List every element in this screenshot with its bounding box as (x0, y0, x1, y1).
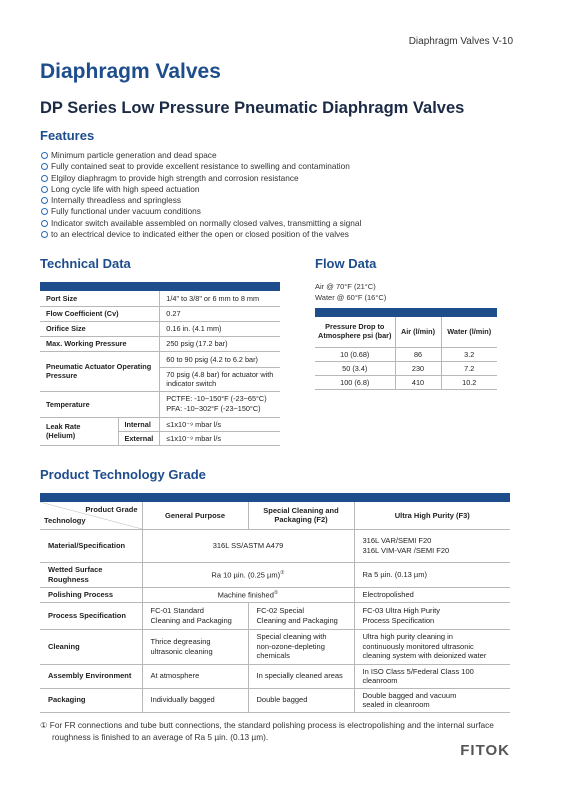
table-row: Orifice Size 0.16 in. (4.1 mm) (40, 321, 280, 336)
bullet-icon (40, 173, 51, 184)
feature-item: Minimum particle generation and dead space (40, 150, 540, 161)
bullet-icon (40, 195, 51, 206)
bullet-icon (40, 161, 51, 172)
features-list (40, 150, 540, 240)
flow-table (315, 317, 497, 390)
table-row: Polishing Process Machine finished① Electropolished (40, 587, 510, 602)
page-subtitle: DP Series Low Pressure Pneumatic Diaphragm Valves (40, 99, 465, 117)
bullet-icon (40, 218, 51, 229)
bullet-icon (40, 184, 51, 195)
grade-table (40, 502, 510, 713)
table-row: Cleaning Thrice degreasing ultrasonic cleaning Special cleaning with non-ozone-depleting chemicals Ultra high purity cleaning in continuously monitored ultrasonic cleaning system with deionized water (40, 629, 510, 664)
table-row: Max. Working Pressure 250 psig (17.2 bar) (40, 336, 280, 351)
grade-heading: Product Technology Grade (40, 467, 206, 482)
table-row: Flow Coefficient (Cv) 0.27 (40, 306, 280, 321)
feature-item-continued: to an electrical device to indicated either the open or closed position of the valves (40, 229, 540, 240)
corner-cell: Product Grade Technology (40, 502, 142, 529)
page-title: Diaphragm Valves (40, 60, 221, 83)
fitok-logo: FITOK (460, 742, 510, 759)
table-row: Packaging Individually bagged Double bagged Double bagged and vacuum sealed in cleanroom (40, 688, 510, 712)
table-row: Process Specification FC-01 Standard Cleaning and Packaging FC-02 Special Cleaning and Packaging FC-03 Ultra High Purity Process Specification (40, 602, 510, 629)
table-row: External ≤1x10⁻⁹ mbar l/s (40, 431, 280, 445)
table-row: Wetted Surface Roughness Ra 10 µin. (0.25 µm)① Ra 5 µin. (0.13 µm) (40, 562, 510, 587)
table-header-row: Pressure Drop to Atmosphere psi (bar) Air (l/min) Water (l/min) (315, 317, 497, 347)
page-header: Diaphragm Valves V-10 (408, 36, 513, 47)
bullet-icon (40, 150, 51, 161)
feature-item: Internally threadless and springless (40, 195, 540, 206)
table-row: Material/Specification 316L SS/ASTM A479 316L VAR/SEMI F20 316L VIM-VAR /SEMI F20 (40, 529, 510, 562)
feature-item: Fully functional under vacuum conditions (40, 206, 540, 217)
feature-item: Elgiloy diaphragm to provide high strength and corrosion resistance (40, 173, 540, 184)
table-row: Temperature PCTFE: -10~150°F (-23~65°C) PFA: -10~302°F (-23~150°C) (40, 391, 280, 417)
table-row: 70 psig (4.8 bar) for actuator with indicator switch (40, 367, 280, 391)
technical-table (40, 291, 280, 446)
flow-table-bar (315, 308, 497, 317)
flow-conditions: Air @ 70°F (21°C) Water @ 60°F (16°C) (315, 282, 387, 302)
footnote: ① For FR connections and tube butt connections, the standard polishing process is electropolishing and the internal surface roughness is finished to an average of Ra 5 µin. (0.13 µm). (40, 720, 494, 742)
features-heading: Features (40, 128, 95, 143)
feature-item: Long cycle life with high speed actuation (40, 184, 540, 195)
technical-table-bar (40, 282, 280, 291)
table-row: Port Size 1/4" to 3/8" or 6 mm to 8 mm (40, 291, 280, 306)
feature-item: Indicator switch available assembled on normally closed valves, transmitting a signal (40, 218, 540, 229)
table-row: 10 (0.68) 86 3.2 (315, 347, 497, 361)
table-row: Assembly Environment At atmosphere In specially cleaned areas In ISO Class 5/Federal Class 100 cleanroom (40, 664, 510, 688)
bullet-icon (40, 206, 51, 217)
footnote-mark: ① (40, 720, 48, 730)
flow-heading: Flow Data (315, 256, 377, 271)
table-row: Leak Rate (Helium) Internal ≤1x10⁻⁹ mbar l/s (40, 417, 280, 431)
table-row: 100 (6.8) 410 10.2 (315, 375, 497, 389)
feature-item: Fully contained seat to provide excellent resistance to swelling and contamination (40, 161, 540, 172)
table-row: 50 (3.4) 230 7.2 (315, 361, 497, 375)
grade-table-bar (40, 493, 510, 502)
technical-heading: Technical Data (40, 256, 131, 271)
table-header-row: Product Grade Technology General Purpose Special Cleaning and Packaging (F2) Ultra High Purity (F3) (40, 502, 510, 529)
table-row: Pneumatic Actuator Operating Pressure 60 to 90 psig (4.2 to 6.2 bar) (40, 351, 280, 367)
